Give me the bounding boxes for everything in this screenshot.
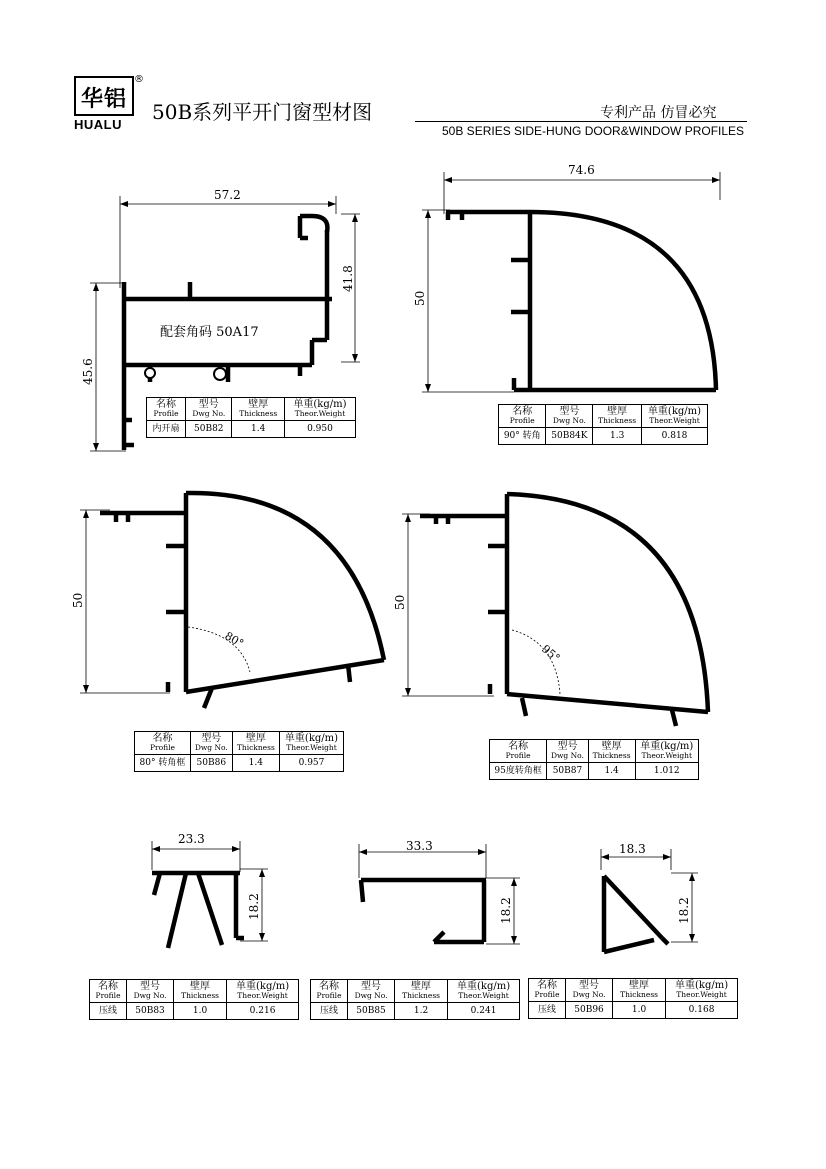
table-cell — [448, 980, 520, 1003]
table-cell: 1.3 — [593, 428, 642, 445]
angle-label: 95° — [539, 642, 563, 665]
table-header-label: Profile — [509, 416, 535, 426]
table-cell — [174, 980, 227, 1003]
table-header-label: 壁厚 — [607, 406, 628, 418]
table-header-label: Theor.Weight — [649, 416, 700, 426]
dim-text: 41.8 — [341, 265, 355, 292]
table-cell: 1.4 — [232, 421, 284, 438]
dim-text: 18.2 — [677, 897, 691, 924]
table-cell: 50B86 — [190, 755, 232, 772]
table-cell — [147, 398, 186, 421]
logo-cn-text: 华铝 — [80, 87, 127, 112]
dim-text: 18.3 — [619, 842, 646, 856]
table-header-label: 单重(kg/m) — [293, 399, 347, 411]
table-cell — [529, 979, 566, 1002]
profile-50B87-shape — [420, 494, 708, 726]
table-cell: 50B96 — [566, 1002, 613, 1019]
table-cell: 50B87 — [547, 763, 588, 780]
table-header-label: 名称 — [512, 406, 533, 418]
profile-50B84K-shape — [446, 212, 716, 390]
table-header-label: 单重(kg/m) — [640, 741, 694, 753]
dimension-labels — [71, 163, 694, 924]
table-header-label: Thickness — [402, 991, 441, 1001]
profile-50B84K-section — [422, 172, 720, 392]
table-cell: 0.957 — [279, 755, 343, 772]
patent-notice: 专利产品 仿冒必究 — [600, 105, 717, 121]
registered-mark: ® — [134, 74, 144, 85]
table-cell — [613, 979, 666, 1002]
table-cell — [588, 740, 635, 763]
table-header-label: 型号 — [198, 399, 219, 411]
table-cell: 50B82 — [186, 421, 232, 438]
corner-key-note: 配套角码 50A17 — [160, 325, 259, 340]
dim-text: 18.2 — [499, 897, 513, 924]
screw-port — [214, 368, 226, 380]
table-cell — [227, 980, 299, 1003]
table-row — [529, 1002, 738, 1019]
table-cell: 1.2 — [395, 1003, 448, 1020]
table-header-label: 壁厚 — [629, 980, 650, 992]
page-title: 50B系列平开门窗型材图 — [152, 100, 373, 124]
dim-text: 45.6 — [81, 358, 95, 385]
table-cell — [186, 398, 232, 421]
table-cell: 0.950 — [284, 421, 355, 438]
table-header-label: 型号 — [579, 980, 600, 992]
table-cell — [635, 740, 698, 763]
table-cell: 80° 转角框 — [135, 755, 191, 772]
dim-text: 57.2 — [214, 188, 241, 202]
table-header-label: 型号 — [361, 981, 382, 993]
table-cell — [395, 980, 448, 1003]
table-row — [490, 763, 699, 780]
table-header-label: Dwg No. — [572, 990, 606, 1000]
dim-text: 50 — [71, 592, 85, 608]
dim-text: 50 — [413, 290, 427, 306]
table-header-label: 壁厚 — [190, 981, 211, 993]
table-header-label: Profile — [149, 743, 175, 753]
table-header-label: Thickness — [598, 416, 637, 426]
spec-table-50B86 — [134, 731, 344, 772]
table-header-label: Dwg No. — [550, 751, 584, 761]
table-cell — [135, 732, 191, 755]
dim-text: 23.3 — [178, 832, 205, 846]
table-header-label: Theor.Weight — [458, 991, 509, 1001]
table-cell: 50B84K — [546, 428, 593, 445]
table-cell: 1.0 — [174, 1003, 227, 1020]
table-cell: 1.4 — [232, 755, 279, 772]
table-header-label: Dwg No. — [192, 409, 226, 419]
table-header-label: Thickness — [620, 990, 659, 1000]
table-header-label: 型号 — [140, 981, 161, 993]
table-cell — [642, 405, 708, 428]
table-header-label: 单重(kg/m) — [647, 406, 702, 418]
spec-table-50B84K — [498, 404, 708, 445]
table-cell — [546, 405, 593, 428]
spec-table-50B87 — [489, 739, 699, 780]
table-cell: 0.241 — [448, 1003, 520, 1020]
table-header-label: Profile — [153, 409, 179, 419]
profile-50B84K-arrows — [425, 177, 720, 392]
table-header-label: Thickness — [239, 409, 278, 419]
angle-label: 80° — [222, 629, 246, 651]
table-cell: 0.216 — [227, 1003, 299, 1020]
table-header-label: Profile — [316, 991, 342, 1001]
table-header-label: 单重(kg/m) — [674, 980, 729, 992]
table-row — [499, 428, 708, 445]
table-cell — [232, 732, 279, 755]
spec-table-50B82 — [146, 397, 356, 438]
dim-text: 33.3 — [406, 839, 433, 853]
table-header-label: Dwg No. — [133, 991, 167, 1001]
table-header-label: Profile — [505, 751, 531, 761]
table-row — [147, 421, 356, 438]
profile-50B85-section — [359, 844, 520, 944]
table-cell: 90° 转角 — [499, 428, 546, 445]
table-cell: 50B85 — [348, 1003, 395, 1020]
table-header-label: Theor.Weight — [237, 991, 288, 1001]
table-header-label: 名称 — [98, 981, 119, 993]
table-cell: 0.168 — [666, 1002, 738, 1019]
profile-50B85-arrows — [359, 849, 517, 944]
table-header-label: 壁厚 — [601, 741, 622, 753]
table-cell: 压线 — [311, 1003, 348, 1020]
table-cell — [499, 405, 546, 428]
table-header-label: Dwg No. — [552, 416, 586, 426]
table-header-label: Thickness — [592, 751, 631, 761]
table-cell: 压线 — [529, 1002, 566, 1019]
profile-50B86-section — [80, 510, 250, 693]
profile-50B96-shape — [604, 876, 668, 952]
table-header-label: 型号 — [559, 406, 580, 418]
table-cell — [566, 979, 613, 1002]
profile-50B87-section — [402, 514, 563, 696]
dim-text: 74.6 — [568, 163, 595, 177]
profile-50B85-shape — [361, 880, 486, 942]
table-header-label: 名称 — [508, 741, 529, 753]
table-header-label: 单重(kg/m) — [284, 733, 339, 745]
table-header-label: 型号 — [201, 733, 222, 745]
dim-text: 18.2 — [247, 893, 261, 920]
table-cell — [547, 740, 588, 763]
table-header-label: Thickness — [181, 991, 220, 1001]
table-cell: 50B83 — [127, 1003, 174, 1020]
table-cell — [311, 980, 348, 1003]
table-header-label: 壁厚 — [411, 981, 432, 993]
profile-50B83-shape — [152, 873, 244, 948]
table-cell — [666, 979, 738, 1002]
table-cell: 0.818 — [642, 428, 708, 445]
table-cell — [190, 732, 232, 755]
table-cell — [348, 980, 395, 1003]
table-header-label: 单重(kg/m) — [456, 981, 511, 993]
table-header-label: Profile — [534, 990, 560, 1000]
table-header-label: 壁厚 — [248, 399, 269, 411]
dim-text: 50 — [393, 594, 407, 610]
table-header-label: Dwg No. — [194, 743, 228, 753]
table-cell — [490, 740, 547, 763]
table-header-label: Theor.Weight — [294, 409, 346, 419]
table-cell — [284, 398, 355, 421]
table-cell: 95度转角框 — [490, 763, 547, 780]
page-subtitle-en: 50B SERIES SIDE-HUNG DOOR&WINDOW PROFILES — [442, 124, 745, 138]
table-header-label: 型号 — [557, 741, 578, 753]
table-cell — [232, 398, 284, 421]
table-header-label: Thickness — [236, 743, 275, 753]
profile-50B86-shape — [100, 493, 384, 708]
table-row — [90, 1003, 299, 1020]
table-cell — [279, 732, 343, 755]
screw-port — [145, 368, 155, 378]
table-cell: 内开扇 — [147, 421, 186, 438]
table-cell — [127, 980, 174, 1003]
table-cell: 1.4 — [588, 763, 635, 780]
profile-50B96-section — [601, 849, 698, 942]
table-header-label: 名称 — [319, 981, 340, 993]
table-header-label: 名称 — [152, 733, 173, 745]
table-header-label: Theor.Weight — [676, 990, 727, 1000]
table-cell: 1.0 — [613, 1002, 666, 1019]
spec-table-50B96 — [528, 978, 738, 1019]
table-header-label: 名称 — [537, 980, 558, 992]
table-header-label: 壁厚 — [245, 733, 266, 745]
table-header-label: Dwg No. — [354, 991, 388, 1001]
table-cell — [593, 405, 642, 428]
table-cell: 压线 — [90, 1003, 127, 1020]
table-header-label: Theor.Weight — [286, 743, 337, 753]
table-row — [135, 755, 344, 772]
table-header-label: 单重(kg/m) — [235, 981, 290, 993]
spec-table-50B85 — [310, 979, 520, 1020]
spec-table-50B83 — [89, 979, 299, 1020]
table-header-label: 名称 — [156, 399, 177, 411]
logo-en-text: HUALU — [74, 117, 122, 132]
table-header-label: Profile — [95, 991, 121, 1001]
table-header-label: Theor.Weight — [641, 751, 693, 761]
table-row — [311, 1003, 520, 1020]
table-cell — [90, 980, 127, 1003]
profile-50B83-section — [152, 841, 268, 941]
table-cell: 1.012 — [635, 763, 698, 780]
